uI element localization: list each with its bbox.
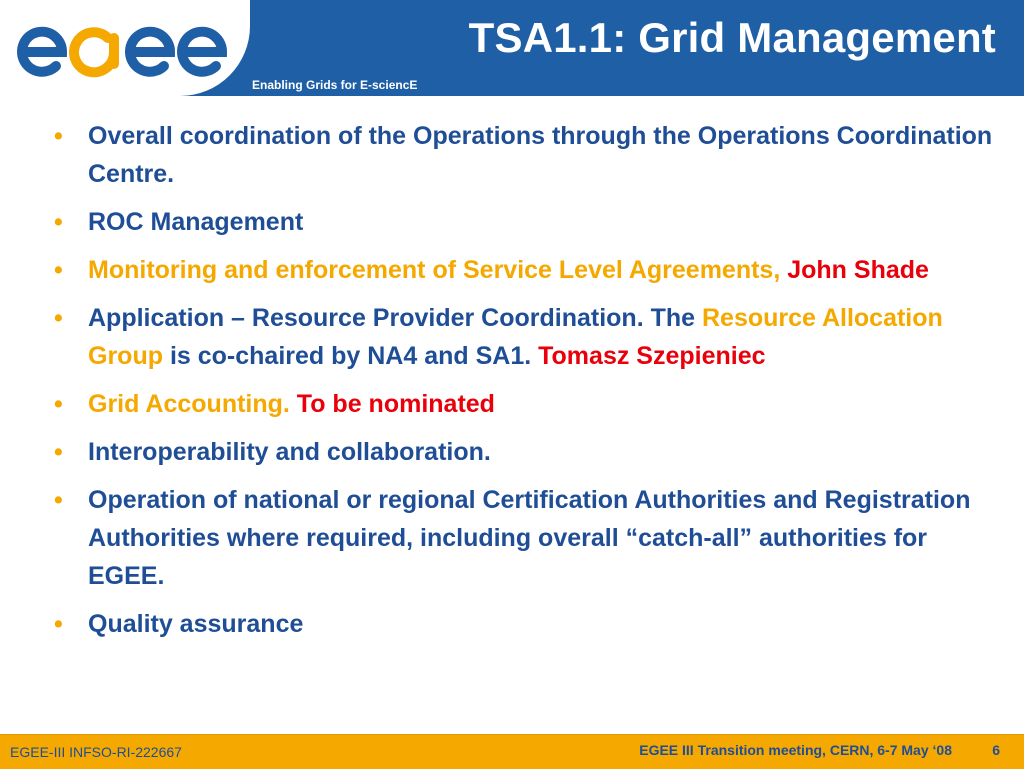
tagline: Enabling Grids for E-sciencE <box>252 78 418 92</box>
bullet-text-segment: Quality assurance <box>88 610 304 638</box>
bullet-dot-icon: • <box>54 438 63 466</box>
bullet-text-segment: To be nominated <box>296 390 495 418</box>
page-number: 6 <box>992 742 1000 758</box>
bullet-item <box>54 299 994 375</box>
footer-event: EGEE III Transition meeting, CERN, 6-7 May ‘08 <box>639 742 952 758</box>
bullet-item <box>54 203 994 241</box>
bullet-list <box>54 117 994 643</box>
slide-title: TSA1.1: Grid Management <box>468 14 996 61</box>
bullet-text-segment: Overall coordination of the Operations through the Operations Coordination Centre. <box>88 122 993 188</box>
bullet-dot-icon: • <box>54 486 63 514</box>
bullet-dot-icon: • <box>54 208 63 236</box>
bullet-text-segment: Monitoring and enforcement of Service Level Agreements, <box>88 256 788 284</box>
bullet-item <box>54 481 994 595</box>
bullet-text-segment: Resource Allocation Group <box>88 304 943 370</box>
bullet-text-segment: is co-chaired by NA4 and SA1. <box>163 342 539 370</box>
slide-content <box>54 117 994 653</box>
bullet-text-segment: Interoperability and collaboration. <box>88 438 491 466</box>
bullet-dot-icon: • <box>54 256 63 284</box>
header-bar <box>0 0 1024 96</box>
bullet-text-segment: Operation of national or regional Certification Authorities and Registration Authorities where required, including overall “catch-all” authorities for EGEE. <box>88 486 971 590</box>
bullet-item <box>54 605 994 643</box>
bullet-dot-icon: • <box>54 390 63 418</box>
bullet-dot-icon: • <box>54 610 63 638</box>
footer-bar <box>0 734 1024 769</box>
bullet-item <box>54 433 994 471</box>
bullet-item <box>54 117 994 193</box>
egee-logo <box>14 18 234 80</box>
bullet-text-segment: Application – Resource Provider Coordination. The <box>88 304 702 332</box>
footer-project-id: EGEE-III INFSO-RI-222667 <box>10 744 182 760</box>
bullet-text-segment: John Shade <box>787 256 929 284</box>
bullet-text-segment: Grid Accounting. <box>88 390 297 418</box>
bullet-text-segment: Tomasz Szepieniec <box>538 342 766 370</box>
bullet-text-segment: ROC Management <box>88 208 304 236</box>
bullet-item <box>54 251 994 289</box>
bullet-item <box>54 385 994 423</box>
bullet-dot-icon: • <box>54 122 63 150</box>
logo-panel <box>0 0 250 96</box>
bullet-dot-icon: • <box>54 304 63 332</box>
